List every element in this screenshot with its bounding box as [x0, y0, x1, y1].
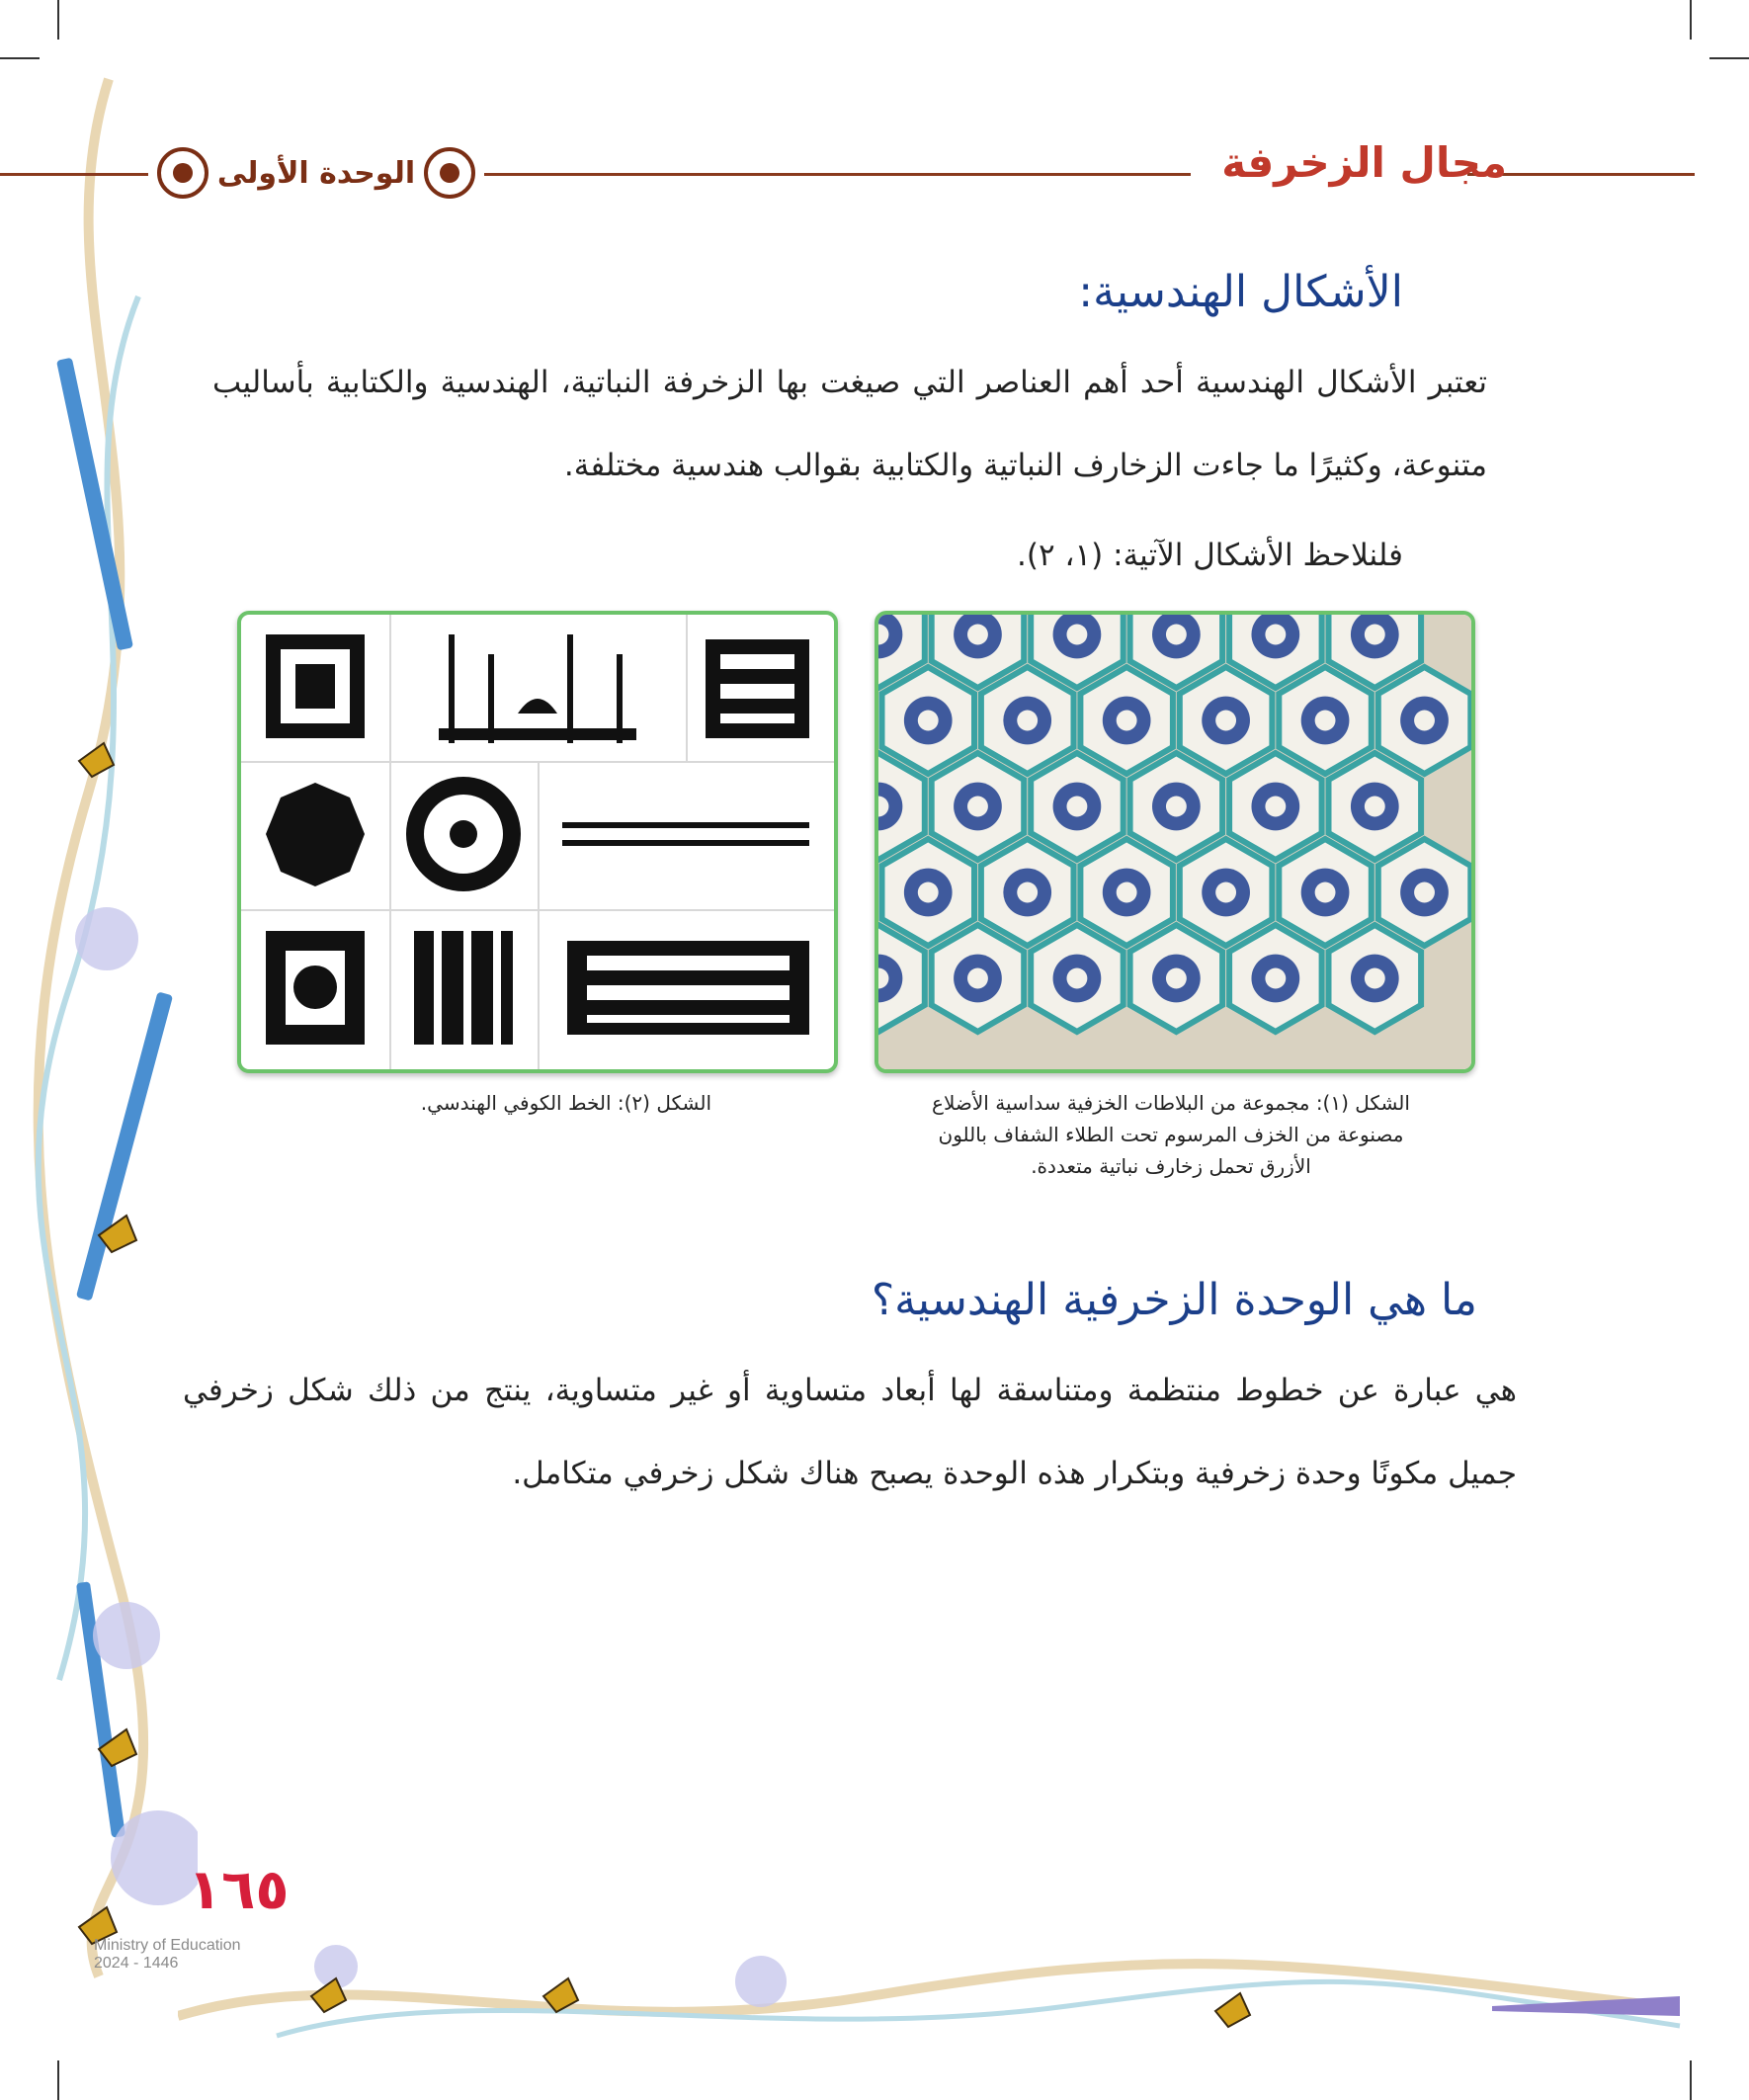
crop-mark [1709, 57, 1749, 59]
header-rule-left [0, 173, 148, 176]
tile-motif-center [1017, 882, 1038, 903]
figure-2-caption: الشكل (٢): الخط الكوفي الهندسي. [420, 1091, 711, 1115]
page-number: ١٦٥ [188, 1858, 290, 1922]
tile-motif-center [1166, 625, 1187, 645]
figure-2-kufic [237, 611, 838, 1073]
tile-motif-center [1215, 882, 1236, 903]
tile-motif-center [1365, 968, 1385, 989]
tile-motif-center [918, 882, 939, 903]
tile-motif-center [1117, 711, 1137, 731]
unit-badge-label: الوحدة الأولى [216, 155, 416, 191]
tile-motif-center [1265, 968, 1286, 989]
tile-motif-center [1265, 625, 1286, 645]
tile-motif-center [967, 968, 988, 989]
section-title-geometric-unit: ما هي الوحدة الزخرفية الهندسية؟ [871, 1275, 1477, 1325]
ornament-icon [415, 133, 484, 212]
tile-motif-center [1365, 625, 1385, 645]
section-paragraph: هي عبارة عن خطوط منتظمة ومتناسقة لها أبعاد متساوية أو غير متساوية، ينتج من ذلك شكل زخرفي جميل مكونًا وحدة زخرفية وبتكرار هذه الوحدة يصبح هناك شكل زخرفي متكامل. [183, 1373, 1517, 1491]
tile-motif-center [967, 797, 988, 817]
tile-motif-center [1066, 968, 1087, 989]
caption-line: الأزرق تحمل زخارف نباتية متعددة. [1031, 1154, 1311, 1178]
tile-motif-center [1414, 711, 1435, 731]
ornament-icon [148, 133, 217, 212]
domain-title: مجال الزخرفة [1221, 138, 1507, 187]
crop-mark [1690, 2060, 1692, 2100]
decorative-bottom-strip [178, 1937, 1690, 2056]
figure-1-caption [884, 1087, 1458, 1182]
tile-motif-center [1414, 882, 1435, 903]
figures-note: فلنلاحظ الأشكال الآتية: (١، ٢). [1017, 538, 1403, 573]
figure-1-tiles [874, 611, 1475, 1073]
section-paragraph: تعتبر الأشكال الهندسية أحد أهم العناصر التي صيغت بها الزخرفة النباتية، الهندسية والكتابية بأساليب متنوعة، وكثيرًا ما جاءت الزخارف النباتية والكتابية بقوالب هندسية مختلفة. [212, 365, 1487, 483]
decorative-border-illustration [0, 0, 198, 2100]
tile-motif-center [1315, 882, 1336, 903]
ministry-logo-label [94, 1937, 241, 1973]
crop-mark [1690, 0, 1692, 40]
section-title-geometric-shapes: الأشكال الهندسية: [1078, 267, 1403, 317]
tile-motif-center [1066, 625, 1087, 645]
header-rule-middle [484, 173, 1191, 176]
unit-badge [148, 133, 484, 212]
hexagonal-tiles-image [878, 615, 1471, 1069]
tile-motif-center [1365, 797, 1385, 817]
tile-motif-center [1166, 968, 1187, 989]
tile-motif-center [1315, 711, 1336, 731]
tile-motif-center [1066, 797, 1087, 817]
tile-motif-center [967, 625, 988, 645]
tile-motif-center [1017, 711, 1038, 731]
tile-motif-center [1117, 882, 1137, 903]
tile-motif-center [1166, 797, 1187, 817]
ministry-label: Ministry of Education [94, 1937, 241, 1954]
kufic-calligraphy-image [241, 615, 834, 1069]
tile-motif-center [918, 711, 939, 731]
tile-motif-center [1265, 797, 1286, 817]
caption-line: مصنوعة من الخزف المرسوم تحت الطلاء الشفاف باللون [938, 1123, 1404, 1146]
caption-line: الشكل (١): مجموعة من البلاطات الخزفية سداسية الأضلاع [932, 1091, 1410, 1115]
edition-year: 2024 - 1446 [94, 1955, 179, 1972]
tile-motif-center [1215, 711, 1236, 731]
